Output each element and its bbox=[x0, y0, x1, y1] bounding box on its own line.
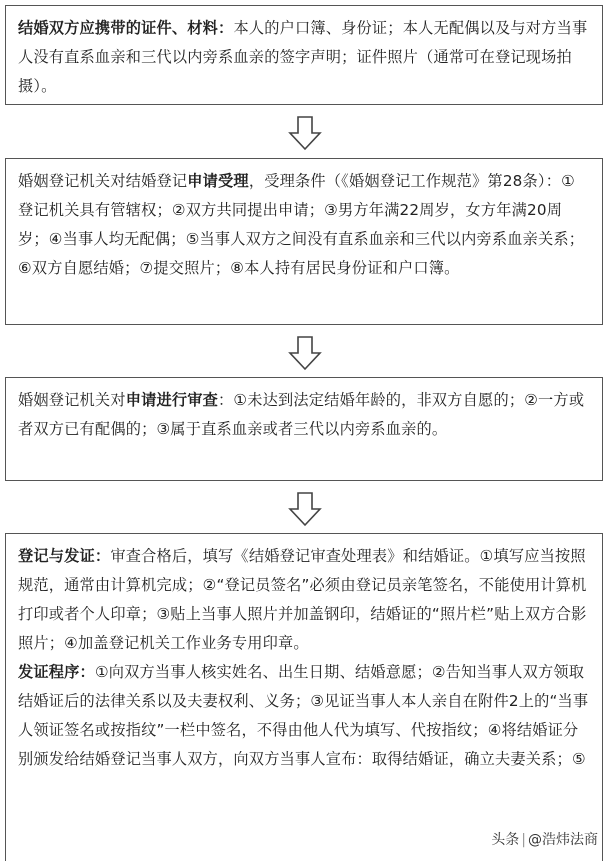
step-text-procedure: 发证程序：①向双方当事人核实姓名、出生日期、结婚意愿；②告知当事人双方领取结婚证后的法律关系以及夫妻权利、义务；③见证当事人本人亲自在附件2上的“当事人领证签名或按指纹”一栏中签名，不得由他人代为填写、代按指纹；④将结婚证分别颁发给结婚登记当事人双方，向双方当事人宣布：取得结婚证，确立夫妻关系；⑤ bbox=[18, 663, 589, 768]
step-box-acceptance bbox=[5, 158, 603, 325]
watermark: 头条 | @浩炜法商 bbox=[487, 829, 602, 851]
step-heading: 申请进行审查 bbox=[125, 391, 219, 409]
down-arrow-icon bbox=[287, 491, 323, 527]
step-heading: 结婚双方应携带的证件、材料： bbox=[18, 19, 234, 37]
step-text-registration: 登记与发证：审查合格后，填写《结婚登记审查处理表》和结婚证。①填写应当按照规范，通常由计算机完成；②“登记员签名”必须由登记员亲笔签名，不能使用计算机打印或者个人印章；③贴上当事人照片并加盖钢印，结婚证的“照片栏”贴上双方合影照片；④加盖登记机关工作业务专用印章。 bbox=[18, 547, 587, 652]
step-heading: 申请受理 bbox=[187, 172, 249, 190]
step-box-materials bbox=[5, 5, 603, 105]
step-box-issuance bbox=[5, 533, 603, 861]
step-text-acceptance: 婚姻登记机关对结婚登记申请受理，受理条件（《婚姻登记工作规范》第28条）：①登记机关具有管辖权；②双方共同提出申请；③男方年满22周岁，女方年满20周岁；④当事人均无配偶；⑤当事人双方之间没有直系血亲和三代以内旁系血亲关系；⑥双方自愿结婚；⑦提交照片；⑧本人持有居民身份证和户口簿。 bbox=[18, 172, 585, 277]
step-box-review bbox=[5, 377, 603, 481]
step-text-materials: 结婚双方应携带的证件、材料：本人的户口簿、身份证；本人无配偶以及与对方当事人没有直系血亲和三代以内旁系血亲的签字声明；证件照片（通常可在登记现场拍摄）。 bbox=[18, 19, 588, 95]
step-heading: 登记与发证： bbox=[18, 547, 111, 565]
step-heading: 发证程序： bbox=[18, 663, 95, 681]
step-text-review: 婚姻登记机关对申请进行审查：①未达到法定结婚年龄的，非双方自愿的；②一方或者双方已有配偶的；③属于直系血亲或者三代以内旁系血亲的。 bbox=[18, 391, 585, 438]
down-arrow-icon bbox=[287, 335, 323, 371]
down-arrow-icon bbox=[287, 115, 323, 151]
